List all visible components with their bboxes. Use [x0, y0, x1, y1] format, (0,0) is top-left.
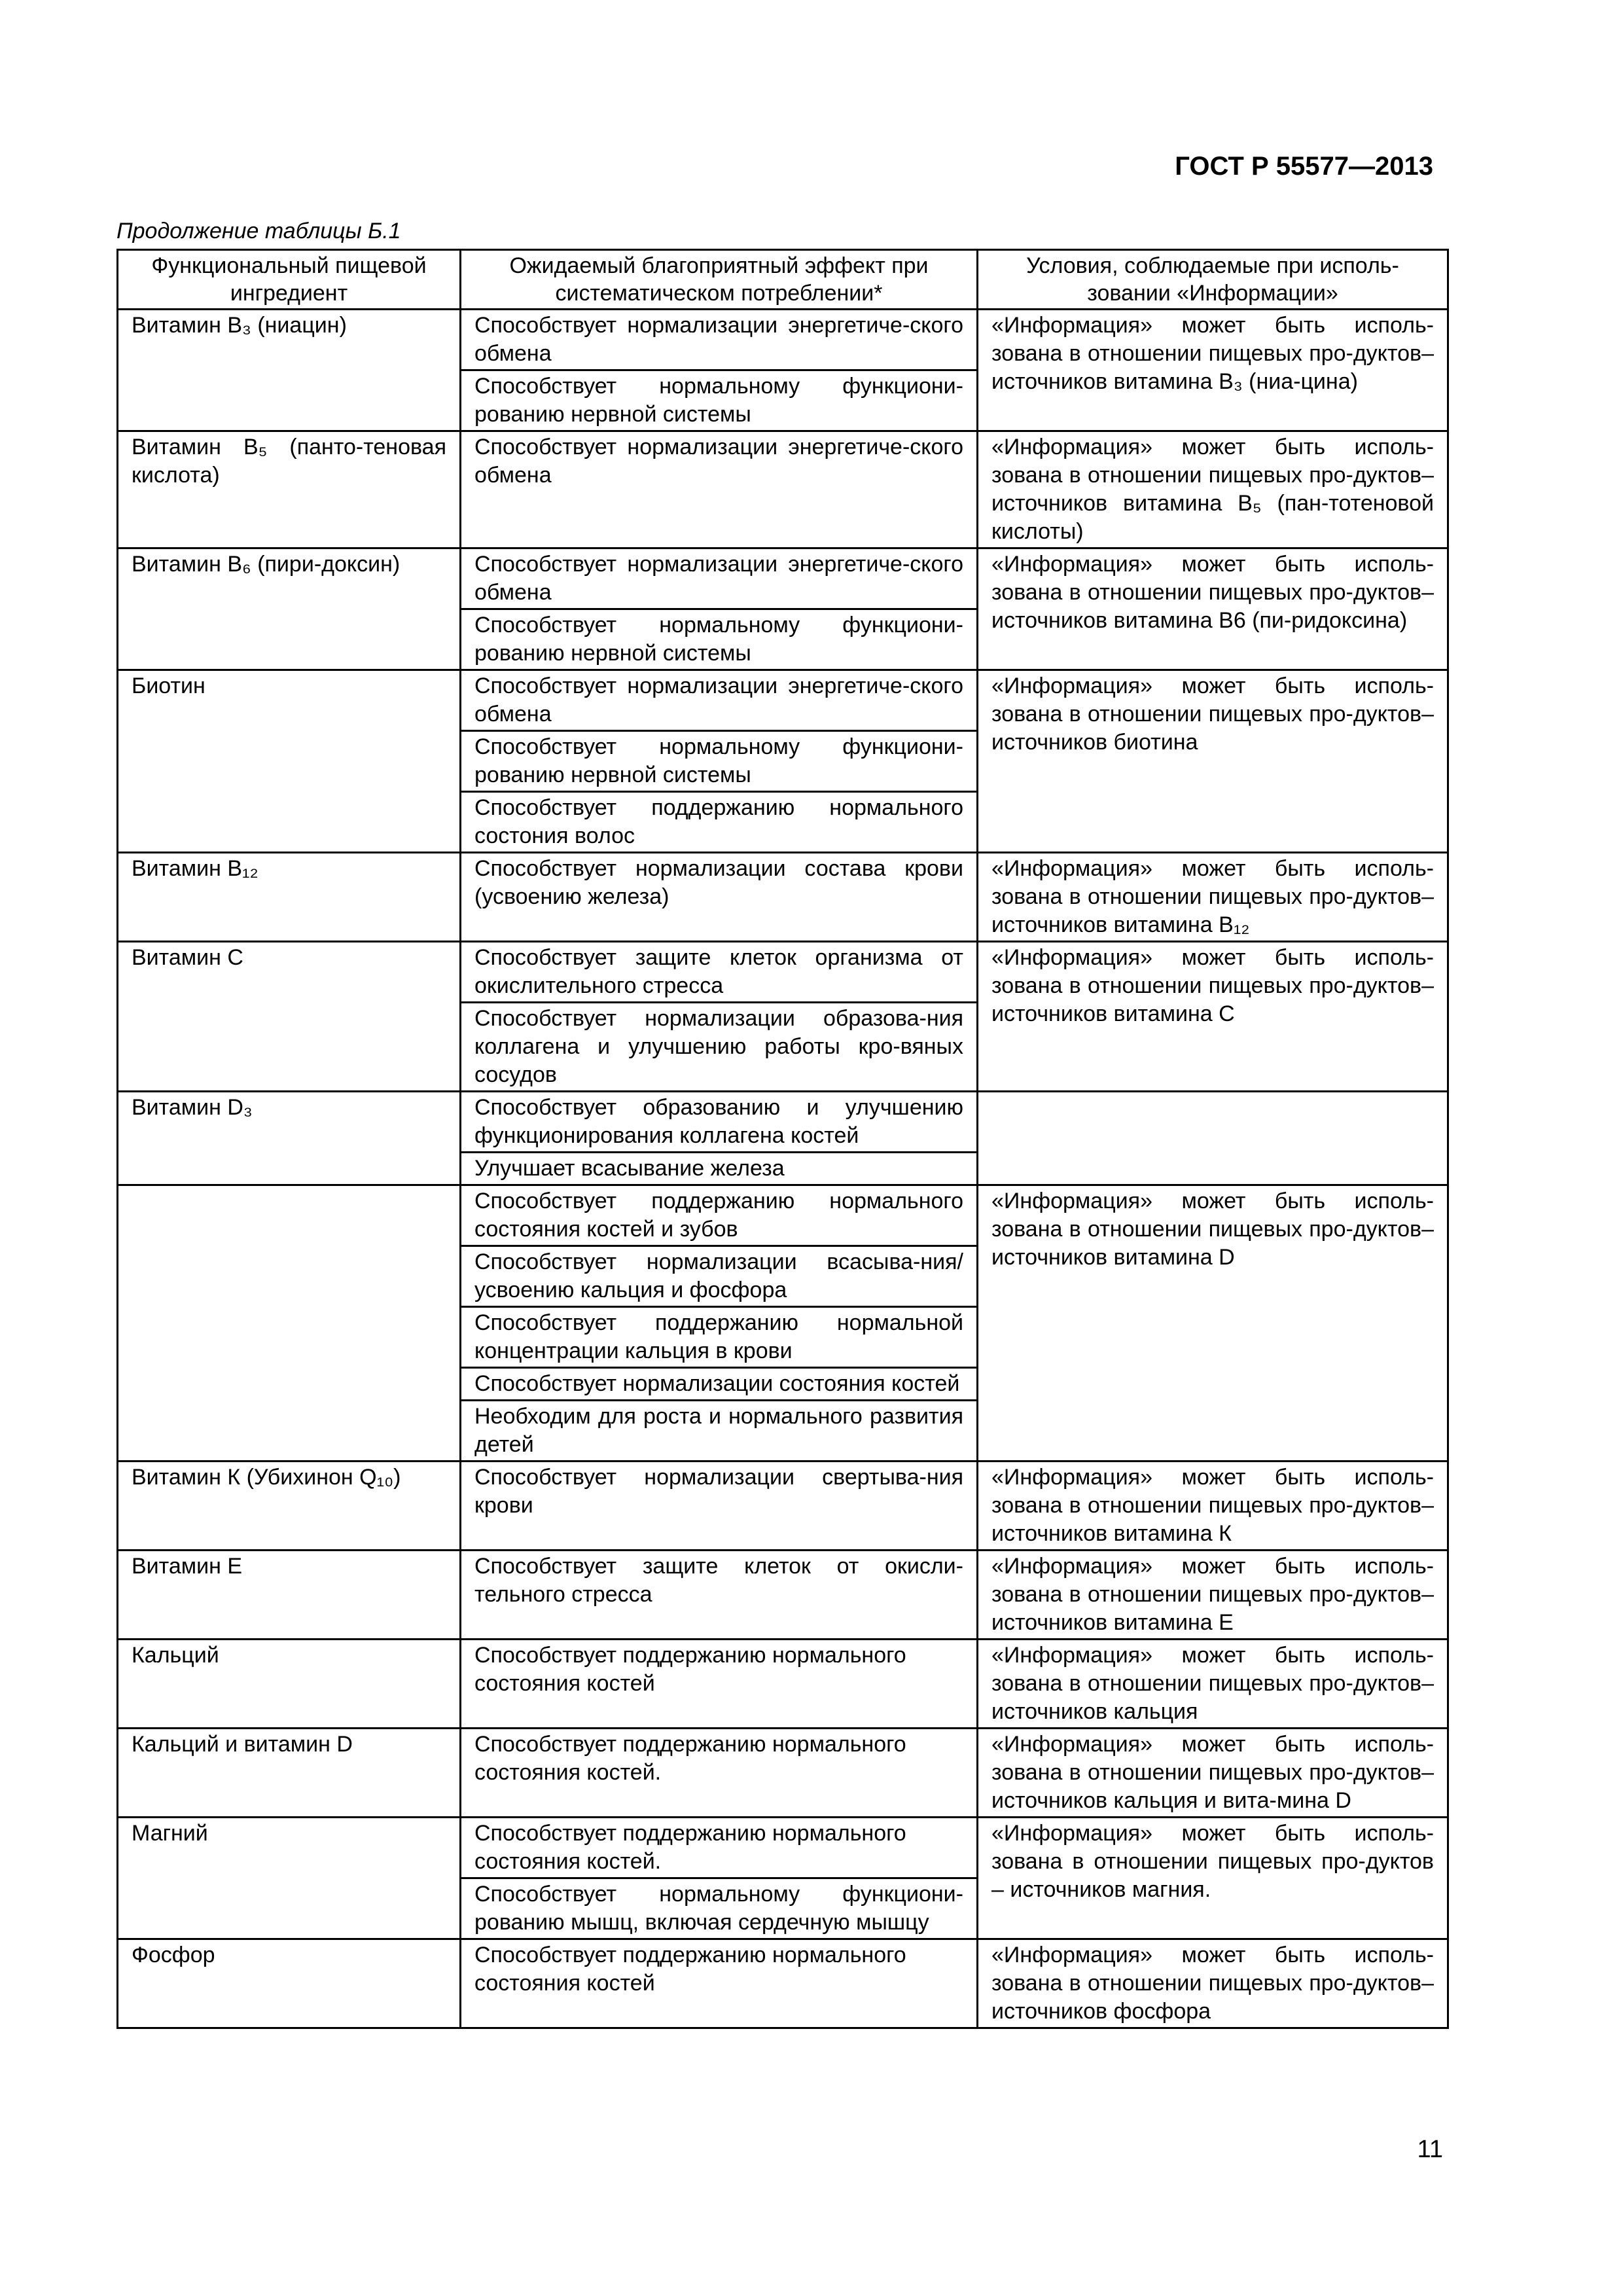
condition-cell: «Информация» может быть исполь-зована в отношении пищевых про-дуктов–источников витамина С: [978, 942, 1448, 1092]
condition-cell: «Информация» может быть исполь-зована в отношении пищевых про-дуктов–источников кальция: [978, 1640, 1448, 1729]
table-row: [118, 670, 1448, 731]
ingredient-cell: Витамин К (Убихинон Q₁₀): [118, 1462, 461, 1551]
table-row: [118, 310, 1448, 370]
effect-cell: Способствует нормальному функциони-рованию мышц, включая сердечную мышцу: [461, 1878, 978, 1939]
effect-cell: Способствует нормализации энергетиче-ского обмена: [461, 670, 978, 731]
table-row: [118, 1551, 1448, 1640]
table-caption: Продолжение таблицы Б.1: [116, 219, 401, 243]
condition-cell: «Информация» может быть исполь-зована в отношении пищевых про-дуктов–источников биотина: [978, 670, 1448, 853]
ingredient-cell: Витамин С: [118, 942, 461, 1092]
table-row: [118, 1640, 1448, 1729]
effect-cell: Способствует образованию и улучшению функционирования коллагена костей: [461, 1092, 978, 1153]
table-row: [118, 548, 1448, 609]
effect-cell: Способствует нормальному функциони-рованию нервной системы: [461, 370, 978, 431]
ingredient-cell: Биотин: [118, 670, 461, 853]
header-ingredient: Функциональный пищевой ингредиент: [118, 250, 461, 310]
effect-cell: Способствует поддержанию нормальной концентрации кальция в крови: [461, 1307, 978, 1368]
ingredient-cell: Витамин B₃ (ниацин): [118, 310, 461, 431]
condition-cell: «Информация» может быть исполь-зована в отношении пищевых про-дуктов–источников фосфора: [978, 1939, 1448, 2028]
condition-cell: «Информация» может быть исполь-зована в отношении пищевых про-дуктов–источников витамина D: [978, 1185, 1448, 1462]
effect-cell: Способствует нормальному функциони-рованию нервной системы: [461, 609, 978, 670]
condition-cell: [978, 1092, 1448, 1185]
effect-cell: Способствует защите клеток организма от окислительного стресса: [461, 942, 978, 1003]
table-row: [118, 1939, 1448, 2028]
effect-cell: Способствует защите клеток от окисли-тельного стресса: [461, 1551, 978, 1640]
effect-cell: Способствует нормализации свертыва-ния крови: [461, 1462, 978, 1551]
effect-cell: Способствует поддержанию нормального состояния костей.: [461, 1818, 978, 1878]
table-header-row: [118, 250, 1448, 310]
ingredient-cell: Фосфор: [118, 1939, 461, 2028]
ingredient-cell: Витамин D₃: [118, 1092, 461, 1185]
ingredient-cell: Витамин B₁₂: [118, 853, 461, 942]
ingredient-cell: Магний: [118, 1818, 461, 1939]
table-row: [118, 1729, 1448, 1818]
table-row: [118, 1818, 1448, 1878]
effect-cell: Способствует поддержанию нормального состояния костей: [461, 1640, 978, 1729]
condition-cell: «Информация» может быть исполь-зована в отношении пищевых про-дуктов–источников витамина B₁₂: [978, 853, 1448, 942]
table-row: [118, 1092, 1448, 1153]
page-number: 11: [1417, 2136, 1443, 2163]
effect-cell: Способствует нормализации энергетиче-ского обмена: [461, 310, 978, 370]
effect-cell: Способствует нормализации состава крови (усвоению железа): [461, 853, 978, 942]
condition-cell: «Информация» может быть исполь-зована в отношении пищевых про-дуктов–источников кальция и вита-мина D: [978, 1729, 1448, 1818]
ingredient-cell: Витамин B₅ (панто-теновая кислота): [118, 431, 461, 548]
nutrient-table: [116, 249, 1449, 2029]
condition-cell: «Информация» может быть исполь-зована в отношении пищевых про-дуктов–источников витамина Е: [978, 1551, 1448, 1640]
ingredient-cell: Кальций и витамин D: [118, 1729, 461, 1818]
document-code: ГОСТ Р 55577—2013: [1175, 152, 1433, 181]
ingredient-cell: Витамин Е: [118, 1551, 461, 1640]
effect-cell: Улучшает всасывание железа: [461, 1153, 978, 1185]
ingredient-cell: Витамин B₆ (пири-доксин): [118, 548, 461, 670]
effect-cell: Способствует нормализации всасыва-ния/усвоению кальция и фосфора: [461, 1246, 978, 1307]
condition-cell: «Информация» может быть исполь-зована в отношении пищевых про-дуктов – источников магния.: [978, 1818, 1448, 1939]
ingredient-cell: [118, 1185, 461, 1462]
table-row: [118, 1185, 1448, 1246]
condition-cell: «Информация» может быть исполь-зована в отношении пищевых про-дуктов–источников витамина К: [978, 1462, 1448, 1551]
effect-cell: Способствует нормализации образова-ния коллагена и улучшению работы кро-вяных сосудов: [461, 1003, 978, 1092]
effect-cell: Способствует нормализации состояния костей: [461, 1368, 978, 1401]
table-row: [118, 1462, 1448, 1551]
table-row: [118, 853, 1448, 942]
condition-cell: «Информация» может быть исполь-зована в отношении пищевых про-дуктов–источников витамина B6 (пи-ридоксина): [978, 548, 1448, 670]
effect-cell: Способствует поддержанию нормального состония волос: [461, 792, 978, 853]
effect-cell: Способствует поддержанию нормального состояния костей: [461, 1939, 978, 2028]
table-row: [118, 942, 1448, 1003]
condition-cell: «Информация» может быть исполь-зована в отношении пищевых про-дуктов–источников витамина B₅ (пан-тотеновой кислоты): [978, 431, 1448, 548]
effect-cell: Способствует нормализации энергетиче-ского обмена: [461, 431, 978, 548]
effect-cell: Необходим для роста и нормального развития детей: [461, 1401, 978, 1462]
table-row: [118, 431, 1448, 548]
header-effect: Ожидаемый благоприятный эффект при систематическом потреблении*: [461, 250, 978, 310]
condition-cell: «Информация» может быть исполь-зована в отношении пищевых про-дуктов–источников витамина B₃ (ниа-цина): [978, 310, 1448, 431]
header-conditions: Условия, соблюдаемые при исполь-зовании «Информации»: [978, 250, 1448, 310]
effect-cell: Способствует нормальному функциони-рованию нервной системы: [461, 731, 978, 792]
effect-cell: Способствует нормализации энергетиче-ского обмена: [461, 548, 978, 609]
effect-cell: Способствует поддержанию нормального состояния костей.: [461, 1729, 978, 1818]
effect-cell: Способствует поддержанию нормального состояния костей и зубов: [461, 1185, 978, 1246]
ingredient-cell: Кальций: [118, 1640, 461, 1729]
